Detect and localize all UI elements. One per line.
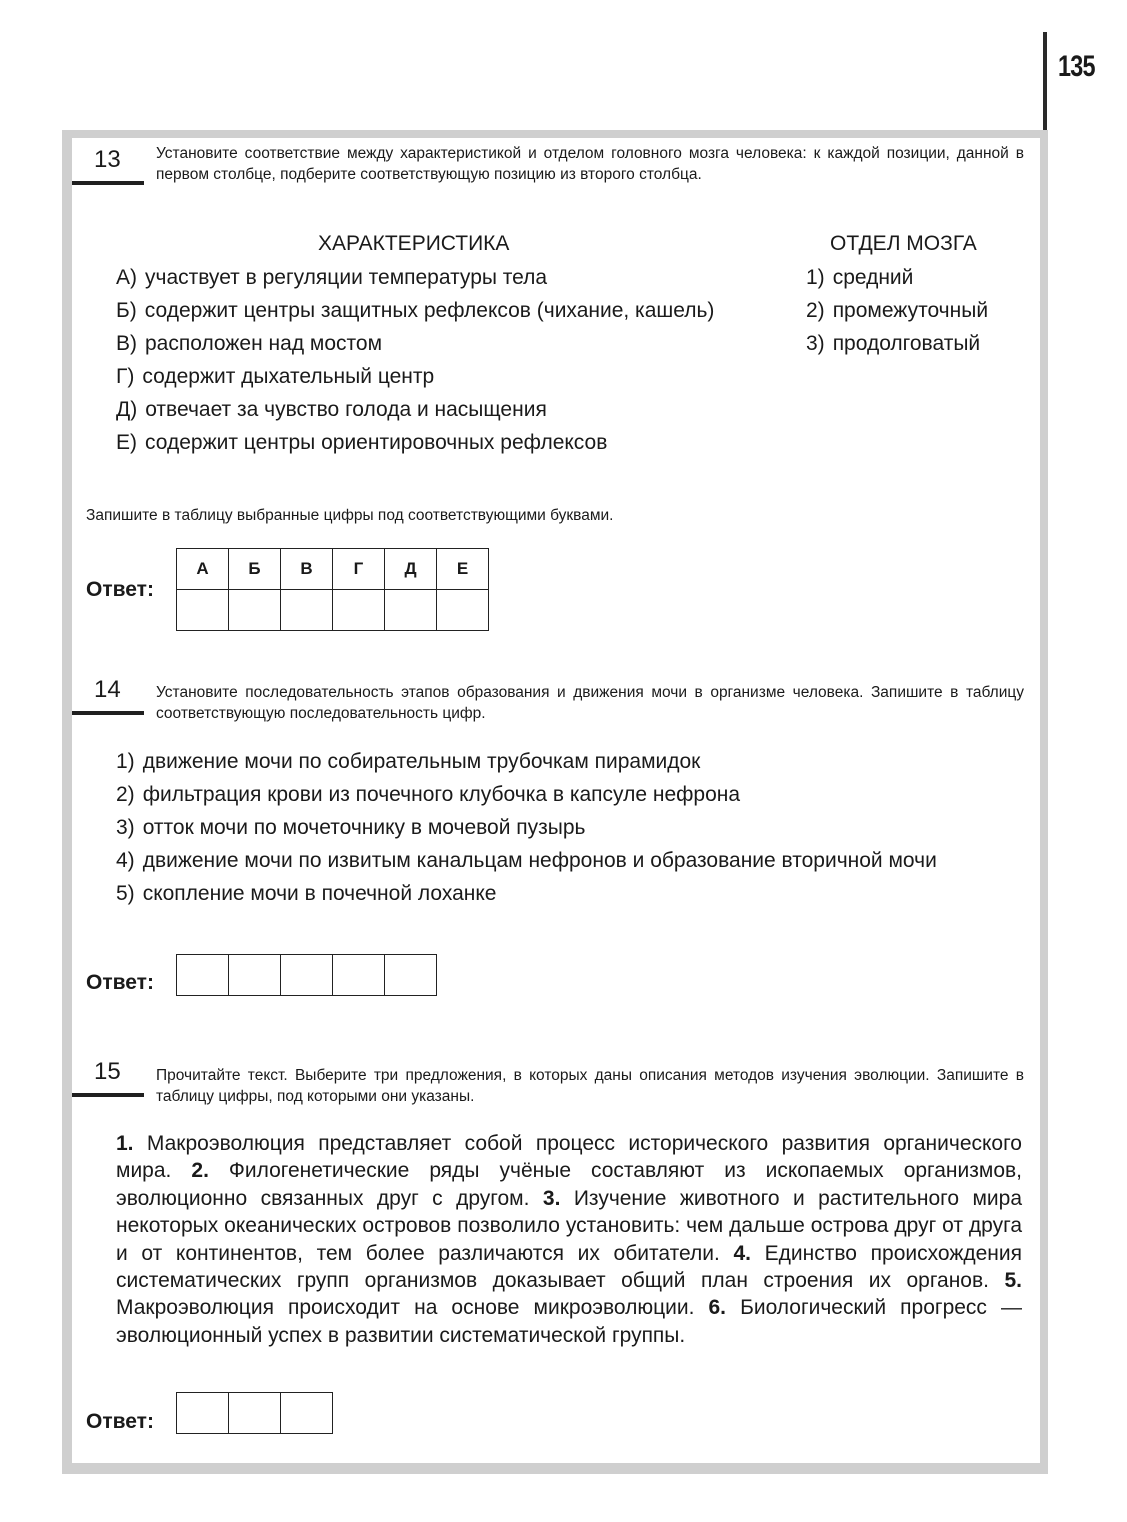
task-13-number: 13 bbox=[94, 146, 121, 173]
task-14-list bbox=[116, 745, 1026, 910]
characteristic-item bbox=[116, 327, 738, 360]
task-15-text bbox=[116, 1130, 1022, 1349]
item-text: средний bbox=[832, 266, 914, 289]
answer-column-header: В bbox=[281, 549, 333, 590]
answer-cell[interactable] bbox=[333, 955, 385, 995]
section-item bbox=[806, 327, 1036, 360]
task-15-number: 15 bbox=[94, 1058, 121, 1085]
characteristic-item bbox=[116, 261, 738, 294]
sentence-text: Единство происхождения систематических групп организмов доказывает общий план строения их органов. bbox=[116, 1241, 1023, 1293]
stage-item bbox=[116, 745, 1026, 778]
item-label: 5) bbox=[116, 882, 135, 905]
task-14-answer-label: Ответ: bbox=[86, 971, 154, 994]
task-15-prompt: Прочитайте текст. Выберите три предложения, в которых даны описания методов изучения эволюции. Запишите в таблицу цифры, под которыми они указаны. bbox=[156, 1067, 1024, 1105]
item-text: промежуточный bbox=[832, 299, 989, 322]
sentence-number: 2. bbox=[191, 1159, 209, 1183]
item-text: фильтрация крови из почечного клубочка в капсуле нефрона bbox=[142, 783, 741, 806]
answer-cell[interactable] bbox=[281, 1393, 333, 1433]
task-15-answer-cells bbox=[176, 1392, 333, 1434]
task-14-number: 14 bbox=[94, 676, 121, 703]
item-text: содержит центры ориентировочных рефлексов bbox=[145, 431, 608, 454]
item-label: 2) bbox=[806, 299, 825, 322]
item-label: Г) bbox=[116, 365, 135, 388]
answer-cell[interactable] bbox=[385, 590, 437, 631]
answer-cell[interactable] bbox=[281, 590, 333, 631]
task-13-instruction: Запишите в таблицу выбранные цифры под соответствующими буквами. bbox=[86, 507, 614, 524]
task-14-rule bbox=[72, 711, 144, 715]
task-13-answer-table bbox=[176, 548, 489, 631]
answer-cell[interactable] bbox=[177, 590, 229, 631]
item-label: 2) bbox=[116, 783, 135, 806]
answer-cell[interactable] bbox=[229, 590, 281, 631]
item-text: движение мочи по собирательным трубочкам пирамидок bbox=[142, 750, 701, 773]
characteristics-list bbox=[116, 261, 738, 459]
item-label: В) bbox=[116, 332, 137, 355]
sentence-number: 1. bbox=[116, 1132, 134, 1155]
answer-cell[interactable] bbox=[437, 590, 489, 631]
item-text: содержит центры защитных рефлексов (чихание, кашель) bbox=[144, 299, 715, 322]
characteristic-item bbox=[116, 294, 738, 327]
task-13-prompt: Установите соответствие между характеристикой и отделом головного мозга человека: к каждой позиции, данной в первом столбце, подберите соответствующую позицию из второго столбца. bbox=[156, 145, 1024, 183]
item-text: отток мочи по мочеточнику в мочевой пузырь bbox=[142, 816, 586, 839]
answer-table-input-row bbox=[177, 590, 489, 631]
task-13-rule bbox=[72, 181, 144, 185]
task-13-answer-label: Ответ: bbox=[86, 578, 154, 601]
sentence-number: 4. bbox=[733, 1241, 751, 1265]
answer-cell[interactable] bbox=[177, 1393, 229, 1433]
characteristics-header: ХАРАКТЕРИСТИКА bbox=[318, 232, 510, 255]
characteristic-item bbox=[116, 393, 738, 426]
answer-column-header: Б bbox=[229, 549, 281, 590]
item-label: 3) bbox=[116, 816, 135, 839]
item-text: отвечает за чувство голода и насыщения bbox=[145, 398, 547, 421]
sentence-number: 5. bbox=[1004, 1269, 1022, 1293]
stage-item bbox=[116, 877, 1026, 910]
sentence-text: Изучение животного и растительного мира некоторых океанических островов позволило установить: чем дальше острова друг от друга и от континентов, тем более различаются их обитатели. bbox=[116, 1186, 1023, 1265]
brain-sections-list bbox=[806, 261, 1036, 360]
answer-column-header: Г bbox=[333, 549, 385, 590]
item-label: 4) bbox=[116, 849, 135, 872]
item-text: участвует в регуляции температуры тела bbox=[145, 266, 548, 289]
task-15-rule bbox=[72, 1093, 144, 1097]
task-14-prompt: Установите последовательность этапов образования и движения мочи в организме человека. Запишите в таблицу соответствующую последовательность цифр. bbox=[156, 684, 1024, 722]
sentence-number: 6. bbox=[708, 1296, 727, 1320]
item-text: содержит дыхательный центр bbox=[142, 365, 435, 388]
item-label: 1) bbox=[116, 750, 135, 773]
answer-cell[interactable] bbox=[229, 1393, 281, 1433]
brain-section-header: ОТДЕЛ МОЗГА bbox=[830, 232, 977, 255]
answer-column-header: Д bbox=[385, 549, 437, 590]
item-text: продолговатый bbox=[832, 332, 981, 355]
answer-cell[interactable] bbox=[385, 955, 437, 995]
characteristic-item bbox=[116, 426, 738, 459]
item-text: скопление мочи в почечной лоханке bbox=[142, 882, 497, 905]
stage-item bbox=[116, 778, 1026, 811]
answer-column-header: А bbox=[177, 549, 229, 590]
stage-item bbox=[116, 844, 1026, 877]
answer-cell[interactable] bbox=[281, 955, 333, 995]
item-label: 3) bbox=[806, 332, 825, 355]
item-label: А) bbox=[116, 266, 137, 289]
sentence-number: 3. bbox=[542, 1186, 561, 1210]
answer-cell[interactable] bbox=[333, 590, 385, 631]
sentence-text: Макроэволюция происходит на основе микроэволюции. bbox=[116, 1296, 709, 1320]
item-text: движение мочи по извитым канальцам нефронов и образование вторичной мочи bbox=[142, 849, 937, 872]
answer-column-header: Е bbox=[437, 549, 489, 590]
page-margin-rule bbox=[1043, 32, 1047, 132]
page-number: 135 bbox=[1058, 50, 1095, 83]
sentence-text: Филогенетические ряды учёные составляют из ископаемых организмов, эволюционно связанных друг с другом. bbox=[116, 1159, 1022, 1210]
sentence-text: Биологический прогресс — эволюционный успех в развитии систематической группы. bbox=[116, 1296, 1022, 1347]
answer-cell[interactable] bbox=[229, 955, 281, 995]
item-label: Б) bbox=[116, 299, 137, 322]
answer-table-header-row bbox=[177, 549, 489, 590]
section-item bbox=[806, 261, 1036, 294]
item-label: Е) bbox=[116, 431, 137, 454]
task-15-answer-label: Ответ: bbox=[86, 1410, 154, 1433]
item-text: расположен над мостом bbox=[145, 332, 383, 355]
item-label: 1) bbox=[806, 266, 825, 289]
sentence-text: Макроэволюция представляет собой процесс исторического развития органического мира. bbox=[116, 1132, 1022, 1183]
characteristic-item bbox=[116, 360, 738, 393]
item-label: Д) bbox=[116, 398, 138, 421]
stage-item bbox=[116, 811, 1026, 844]
task-14-answer-cells bbox=[176, 954, 437, 996]
section-item bbox=[806, 294, 1036, 327]
answer-cell[interactable] bbox=[177, 955, 229, 995]
